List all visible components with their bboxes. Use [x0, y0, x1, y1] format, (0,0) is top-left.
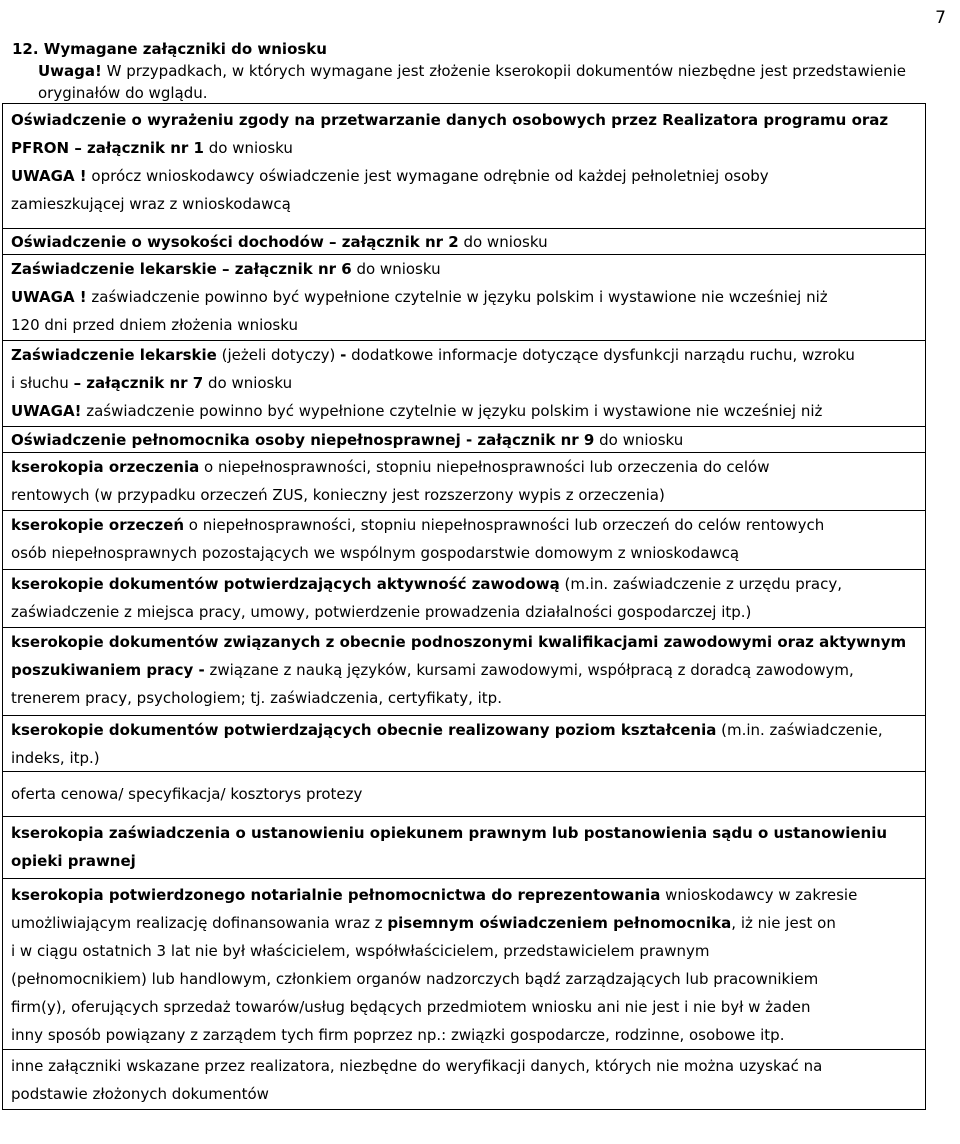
row-text: oferta cenowa/ specyfikacja/ kosztorys protezy — [11, 785, 363, 803]
row-text — [11, 283, 917, 311]
attachment-ref: Oświadczenie pełnomocnika osoby niepełnosprawnej - załącznik nr 9 — [11, 431, 595, 449]
row-pelnomocnik — [3, 426, 925, 452]
row-kserokopia-orzeczenia — [3, 452, 925, 510]
row-kserokopie-orzeczen — [3, 510, 925, 569]
row-ksztalcenie — [3, 715, 925, 771]
row-text — [11, 162, 917, 190]
row-text: indeks, itp.) — [11, 749, 100, 767]
attachment-ref: PFRON – załącznik nr 1 — [11, 139, 204, 157]
document-name: kserokopia orzeczenia — [11, 458, 200, 476]
row-zaswiadczenie-lekarskie-dodatkowe — [3, 340, 925, 426]
warning-label: UWAGA ! — [11, 288, 87, 306]
row-text: trenerem pracy, psychologiem; tj. zaświadczenia, certyfikaty, itp. — [11, 689, 502, 707]
document-name: kserokopie dokumentów potwierdzających aktywność zawodową — [11, 575, 560, 593]
note-line — [12, 60, 917, 82]
row-pelnomocnictwo-notarialne — [3, 878, 925, 1049]
row-text: firm(y), oferujących sprzedaż towarów/usług będących przedmiotem wniosku ani nie jest i nie był w żaden — [11, 998, 811, 1016]
row-text — [11, 397, 917, 425]
row-text-rest: (m.in. zaświadczenie z urzędu pracy, — [559, 575, 842, 593]
row-text: kserokopie dokumentów związanych z obecnie podnoszonymi kwalifikacjami zawodowymi oraz aktywnym — [11, 633, 907, 651]
row-opiekun-prawny — [3, 816, 925, 878]
section-header — [12, 38, 917, 104]
row-text: inne załączniki wskazane przez realizatora, niezbędne do weryfikacji danych, których nie można uzyskać na — [11, 1057, 823, 1075]
page-number: 7 — [935, 8, 946, 28]
document-name: kserokopie dokumentów potwierdzających obecnie realizowany poziom kształcenia — [11, 721, 717, 739]
row-text-rest: (m.in. zaświadczenie, — [716, 721, 883, 739]
note-text: W przypadkach, w których wymagane jest złożenie kserokopii dokumentów niezbędne jest przedstawienie — [101, 62, 907, 80]
row-inne-zalaczniki — [3, 1049, 925, 1109]
row-text — [11, 134, 917, 162]
row-text — [11, 369, 917, 397]
row-text-pre: umożliwiającym realizację dofinansowania wraz z — [11, 914, 388, 932]
row-text: rentowych (w przypadku orzeczeń ZUS, konieczny jest rozszerzony wypis z orzeczenia) — [11, 486, 665, 504]
row-text-rest: zaświadczenie powinno być wypełnione czytelnie w języku polskim i wystawione nie wcześniej niż — [86, 288, 828, 306]
row-text-rest: do wniosku — [458, 233, 548, 251]
row-text: kserokopia zaświadczenia o ustanowieniu opiekunem prawnym lub postanowienia sądu o ustanowieniu — [11, 824, 888, 842]
document-name: kserokopia potwierdzonego notarialnie pełnomocnictwa do reprezentowania — [11, 886, 661, 904]
row-text — [11, 453, 917, 481]
row-zaswiadczenie-lekarskie — [3, 254, 925, 340]
row-text — [11, 427, 917, 452]
warning-label: UWAGA! — [11, 402, 82, 420]
row-text — [11, 881, 917, 909]
row-text-rest: do wniosku — [203, 374, 293, 392]
row-dochody — [3, 228, 925, 254]
row-text — [11, 229, 917, 254]
row-text-rest: zaświadczenie powinno być wypełnione czytelnie w języku polskim i wystawione nie wcześniej niż — [81, 402, 823, 420]
row-aktywnosc-zawodowa — [3, 569, 925, 627]
row-text: zaświadczenie z miejsca pracy, umowy, potwierdzenie prowadzenia działalności gospodarczej itp.) — [11, 603, 752, 621]
note-label: Uwaga! — [38, 62, 102, 80]
row-text-rest: do wniosku — [594, 431, 684, 449]
row-text: opieki prawnej — [11, 852, 136, 870]
row-text-rest: do wniosku — [351, 260, 441, 278]
attachments-table — [2, 103, 926, 1110]
row-text-rest: o niepełnosprawności, stopniu niepełnosprawności lub orzeczeń do celów rentowych — [184, 516, 825, 534]
row-text — [11, 511, 917, 539]
note-line-2: oryginałów do wglądu. — [38, 84, 208, 102]
attachment-ref: Zaświadczenie lekarskie — [11, 346, 217, 364]
section-title: 12. Wymagane załączniki do wniosku — [12, 40, 327, 58]
dash: - — [340, 346, 347, 364]
row-oferta — [3, 771, 925, 816]
row-text: inny sposób powiązany z zarządem tych firm poprzez np.: związki gospodarcze, rodzinne, osobowe itp. — [11, 1026, 785, 1044]
row-zgoda — [3, 103, 925, 228]
document-name: poszukiwaniem pracy - — [11, 661, 205, 679]
row-text-rest: o niepełnosprawności, stopniu niepełnosprawności lub orzeczenia do celów — [199, 458, 770, 476]
row-text-mid: (jeżeli dotyczy) — [216, 346, 341, 364]
attachment-ref: Zaświadczenie lekarskie – załącznik nr 6 — [11, 260, 352, 278]
warning-label: UWAGA ! — [11, 167, 87, 185]
attachment-ref: – załącznik nr 7 — [73, 374, 204, 392]
row-text — [11, 570, 917, 598]
attachment-ref: Oświadczenie o wysokości dochodów – załącznik nr 2 — [11, 233, 459, 251]
row-text — [11, 716, 917, 744]
row-text-pre: i słuchu — [11, 374, 74, 392]
document-name: pisemnym oświadczeniem pełnomocnika — [387, 914, 732, 932]
row-text-rest: , iż nie jest on — [731, 914, 836, 932]
row-text — [11, 909, 917, 937]
row-text-rest: związane z nauką języków, kursami zawodowymi, współpracą z doradcą zawodowym, — [204, 661, 854, 679]
row-kwalifikacje — [3, 627, 925, 715]
row-text — [11, 255, 917, 283]
row-text: zamieszkującej wraz z wnioskodawcą — [11, 195, 291, 213]
row-text: osób niepełnosprawnych pozostających we wspólnym gospodarstwie domowym z wnioskodawcą — [11, 544, 740, 562]
document-name: kserokopie orzeczeń — [11, 516, 185, 534]
row-text — [11, 341, 917, 369]
row-text: (pełnomocnikiem) lub handlowym, członkiem organów nadzorczych bądź zarządzających lub pracownikiem — [11, 970, 819, 988]
row-text-rest: oprócz wnioskodawcy oświadczenie jest wymagane odrębnie od każdej pełnoletniej osoby — [86, 167, 769, 185]
row-text: Oświadczenie o wyrażeniu zgody na przetwarzanie danych osobowych przez Realizatora programu oraz — [11, 111, 889, 129]
row-text-rest: dodatkowe informacje dotyczące dysfunkcji narządu ruchu, wzroku — [346, 346, 855, 364]
row-text-rest: wnioskodawcy w zakresie — [660, 886, 858, 904]
row-text: podstawie złożonych dokumentów — [11, 1085, 269, 1103]
row-text: 120 dni przed dniem złożenia wniosku — [11, 316, 298, 334]
row-text-rest: do wniosku — [203, 139, 293, 157]
row-text — [11, 656, 917, 684]
row-text: i w ciągu ostatnich 3 lat nie był właścicielem, współwłaścicielem, przedstawicielem prawnym — [11, 942, 710, 960]
